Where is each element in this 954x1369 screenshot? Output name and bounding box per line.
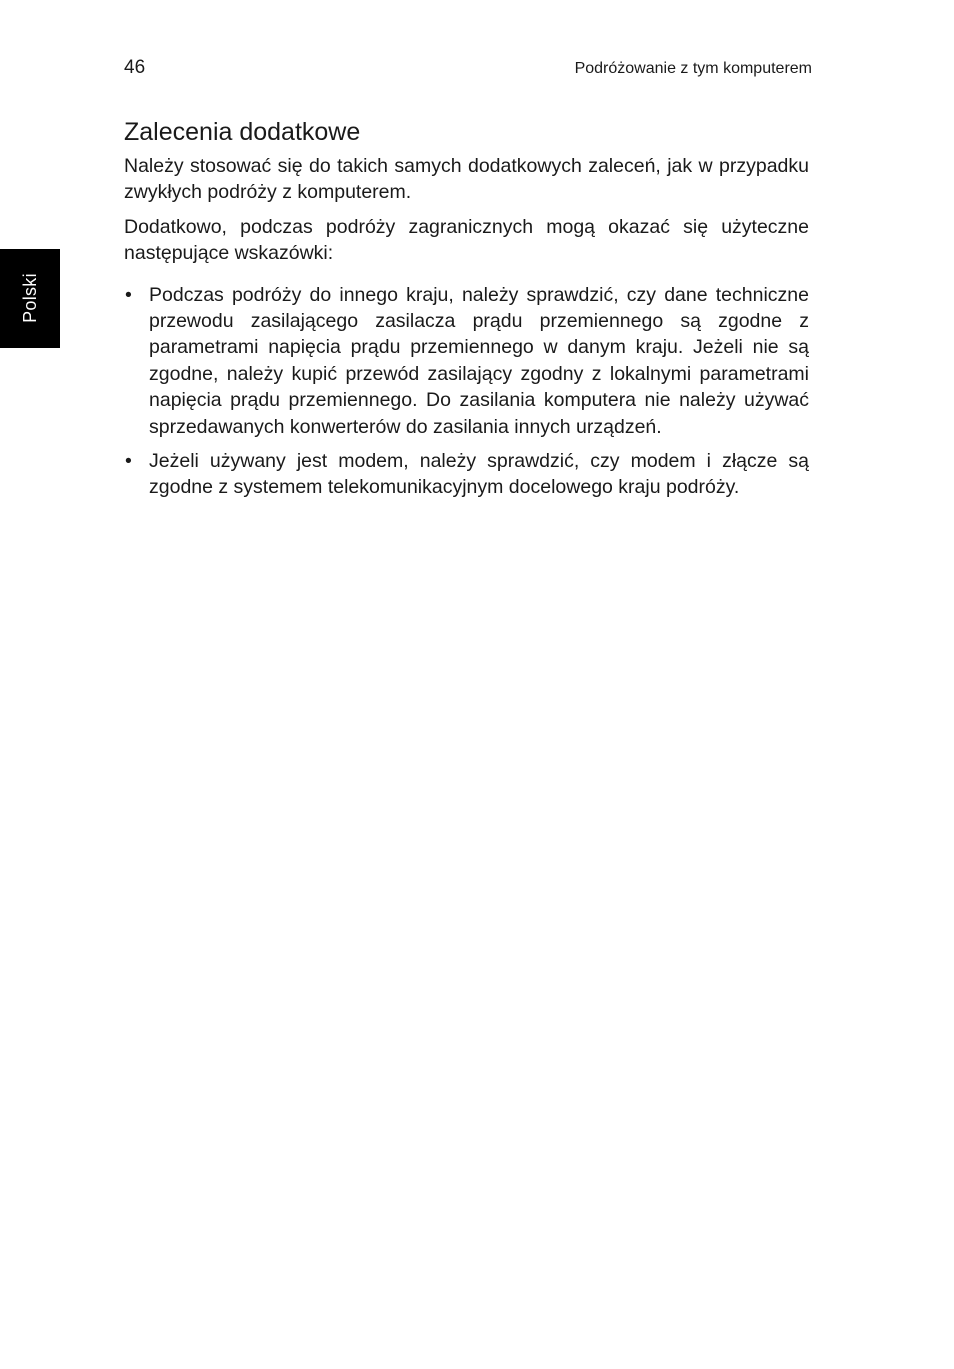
language-tab-label: Polski	[20, 273, 40, 323]
running-header: Podróżowanie z tym komputerem	[574, 60, 812, 77]
list-item-text: Podczas podróży do innego kraju, należy sprawdzić, czy dane techniczne przewodu zasilającego zasilacza prądu przemiennego są zgodne z parametrami napięcia prądu przemiennego w danym kraju. Jeżeli nie są zgodne, należy kupić przewód zasilający zgodny z lokalnymi parametrami napięcia prądu przemiennego. Do zasilania komputera nie należy używać sprzedawanych konwerterów do zasilania innych urządzeń.	[149, 283, 809, 438]
tips-intro-paragraph: Dodatkowo, podczas podróży zagranicznych mogą okazać się użyteczne następujące wskazówki:	[124, 215, 809, 265]
list-item-text: Jeżeli używany jest modem, należy sprawdzić, czy modem i złącze są zgodne z systemem telekomunikacyjnym docelowego kraju podróży.	[149, 450, 809, 499]
intro-paragraph: Należy stosować się do takich samych dodatkowych zaleceń, jak w przypadku zwykłych podróży z komputerem.	[124, 155, 809, 204]
section-content	[124, 116, 809, 509]
list-item	[124, 448, 809, 501]
page-number: 46	[124, 57, 146, 78]
tips-list	[124, 282, 809, 501]
language-tab	[0, 249, 60, 348]
list-item	[124, 282, 809, 440]
bullet-icon: •	[125, 283, 132, 306]
bullet-icon: •	[125, 450, 132, 473]
section-title: Zalecenia dodatkowe	[124, 118, 361, 146]
